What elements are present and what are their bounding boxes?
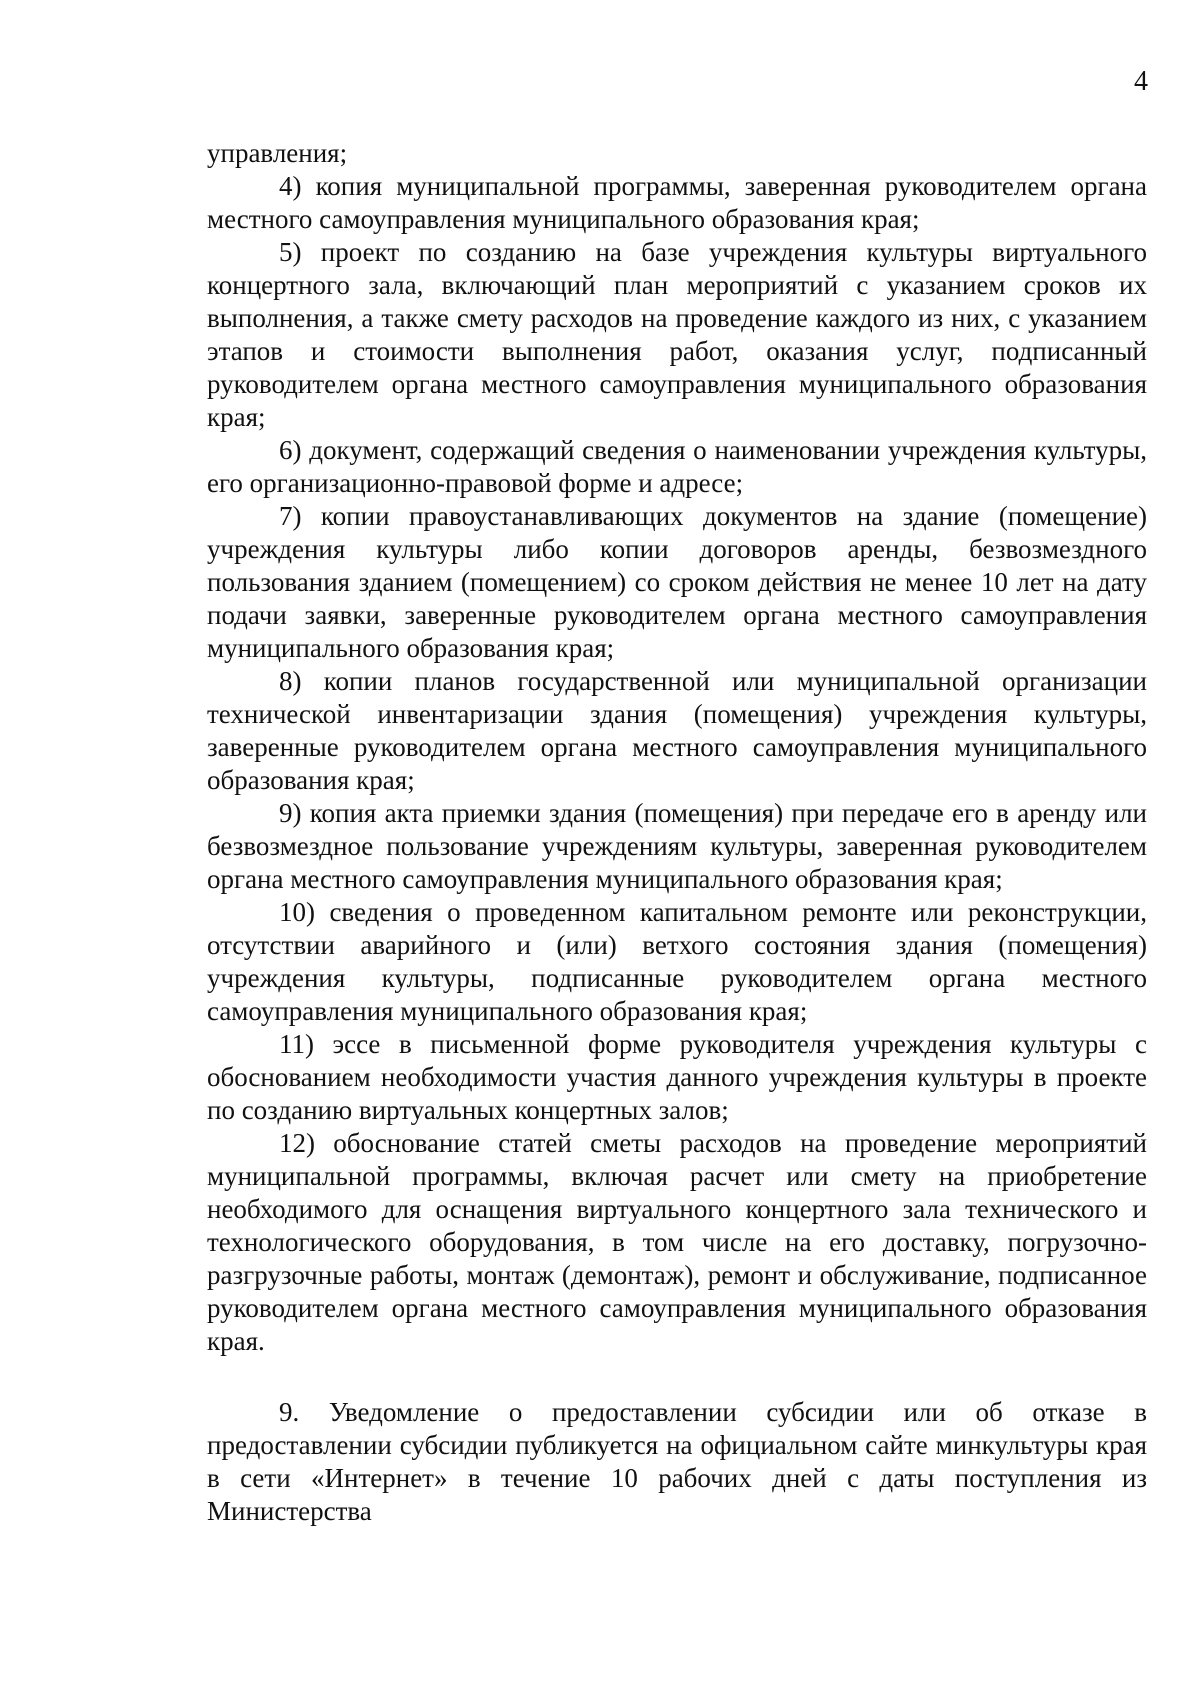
page-number: 4 [1134, 66, 1148, 97]
list-item-4: 4) копия муниципальной программы, заверенная руководителем органа местного самоуправления муниципального образования края; [207, 171, 1147, 234]
list-item-7: 7) копии правоустанавливающих документов на здание (помещение) учреждения культуры либо копии договоров аренды, безвозмездного пользования зданием (помещением) со сроком действия не менее 10 лет на дату подачи заявки, заверенные руководителем органа местного самоуправления муниципального образования края; [207, 501, 1147, 663]
document-body [207, 137, 1147, 1528]
list-item-11: 11) эссе в письменной форме руководителя учреждения культуры с обоснованием необходимости участия данного учреждения культуры в проекте по созданию виртуальных концертных залов; [207, 1029, 1147, 1125]
list-item-5: 5) проект по созданию на базе учреждения культуры виртуального концертного зала, включающий план мероприятий с указанием сроков их выполнения, а также смету расходов на проведение каждого из них, с указанием этапов и стоимости выполнения работ, оказания услуг, подписанный руководителем органа местного самоуправления муниципального образования края; [207, 237, 1147, 432]
list-item-9: 9) копия акта приемки здания (помещения) при передаче его в аренду или безвозмездное пользование учреждениям культуры, заверенная руководителем органа местного самоуправления муниципального образования края; [207, 798, 1147, 894]
list-item-6: 6) документ, содержащий сведения о наименовании учреждения культуры, его организационно-правовой форме и адресе; [207, 435, 1147, 498]
list-item-8: 8) копии планов государственной или муниципальной организации технической инвентаризации здания (помещения) учреждения культуры, заверенные руководителем органа местного самоуправления муниципального образования края; [207, 666, 1147, 795]
section-9-paragraph: 9. Уведомление о предоставлении субсидии или об отказе в предоставлении субсидии публикуется на официальном сайте минкультуры края в сети «Интернет» в течение 10 рабочих дней с даты поступления из Министерства [207, 1397, 1147, 1526]
list-item-10: 10) сведения о проведенном капитальном ремонте или реконструкции, отсутствии аварийного и (или) ветхого состояния здания (помещения) учреждения культуры, подписанные руководителем органа местного самоуправления муниципального образования края; [207, 897, 1147, 1026]
continuation-line: управления; [207, 138, 348, 168]
list-item-12: 12) обоснование статей сметы расходов на проведение мероприятий муниципальной программы, включая расчет или смету на приобретение необходимого для оснащения виртуального концертного зала технического и технологического оборудования, в том числе на его доставку, погрузочно-разгрузочные работы, монтаж (демонтаж), ремонт и обслуживание, подписанное руководителем органа местного самоуправления муниципального образования края. [207, 1128, 1147, 1356]
